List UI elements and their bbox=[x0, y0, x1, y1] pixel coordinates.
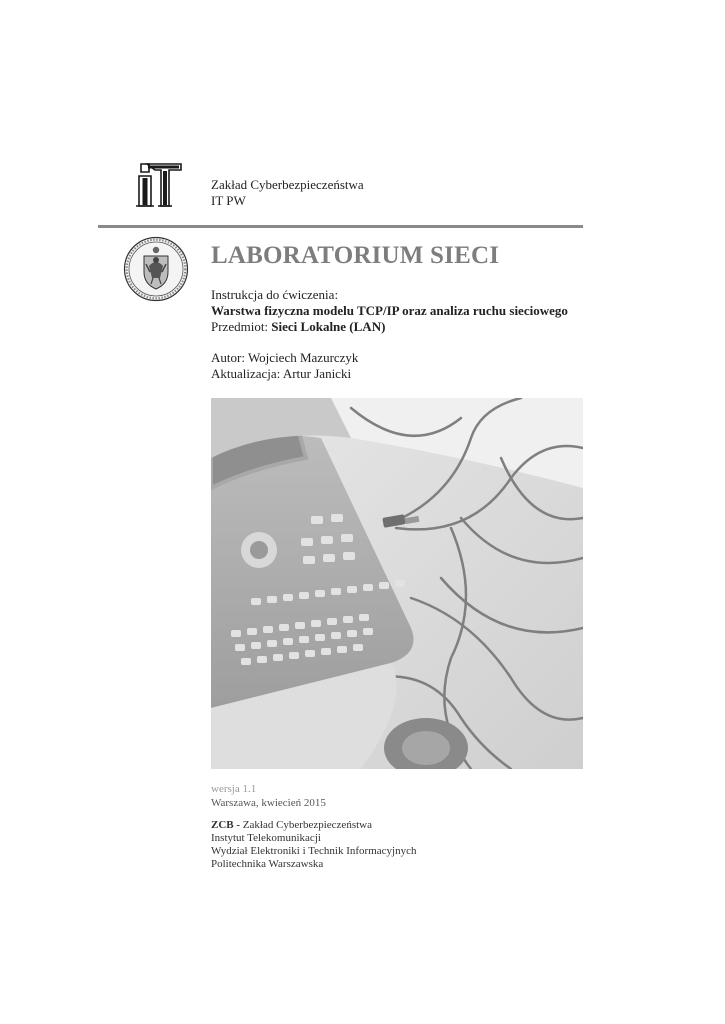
it-logo-graphic bbox=[133, 160, 185, 210]
org-abbr: ZCB bbox=[211, 819, 234, 831]
subject-line bbox=[211, 319, 568, 335]
org-separator: - bbox=[233, 819, 243, 831]
exercise-label: Instrukcja do ćwiczenia: bbox=[211, 287, 339, 302]
department-header bbox=[211, 177, 364, 209]
org-unit-line bbox=[211, 819, 416, 832]
exercise-info bbox=[211, 287, 568, 335]
institute-short: IT PW bbox=[211, 193, 246, 208]
subject-label: Przedmiot: bbox=[211, 319, 269, 334]
org-university: Politechnika Warszawska bbox=[211, 858, 324, 870]
header-divider bbox=[98, 225, 583, 228]
org-institute: Instytut Telekomunikacji bbox=[211, 832, 321, 844]
org-faculty: Wydział Elektroniki i Technik Informacyjnych bbox=[211, 845, 417, 857]
subject-name: Sieci Lokalne (LAN) bbox=[271, 319, 386, 334]
cover-photo bbox=[211, 398, 583, 769]
it-logo bbox=[133, 160, 185, 210]
page-title: LABORATORIUM SIECI bbox=[211, 242, 500, 269]
author-line: Autor: Wojciech Mazurczyk bbox=[211, 350, 359, 365]
cover-photo-graphic bbox=[211, 398, 583, 769]
exercise-name: Warstwa fizyczna modelu TCP/IP oraz analiza ruchu sieciowego bbox=[211, 303, 568, 318]
credits bbox=[211, 350, 358, 382]
edition-info bbox=[211, 782, 326, 810]
department-name: Zakład Cyberbezpieczeństwa bbox=[211, 177, 364, 192]
org-unit: Zakład Cyberbezpieczeństwa bbox=[242, 819, 372, 831]
update-line: Aktualizacja: Artur Janicki bbox=[211, 366, 352, 381]
university-seal bbox=[123, 236, 189, 302]
place-date: Warszawa, kwiecień 2015 bbox=[211, 797, 326, 809]
organization-info bbox=[211, 819, 416, 871]
version-label: wersja 1.1 bbox=[211, 783, 257, 795]
seal-icon bbox=[123, 236, 189, 302]
